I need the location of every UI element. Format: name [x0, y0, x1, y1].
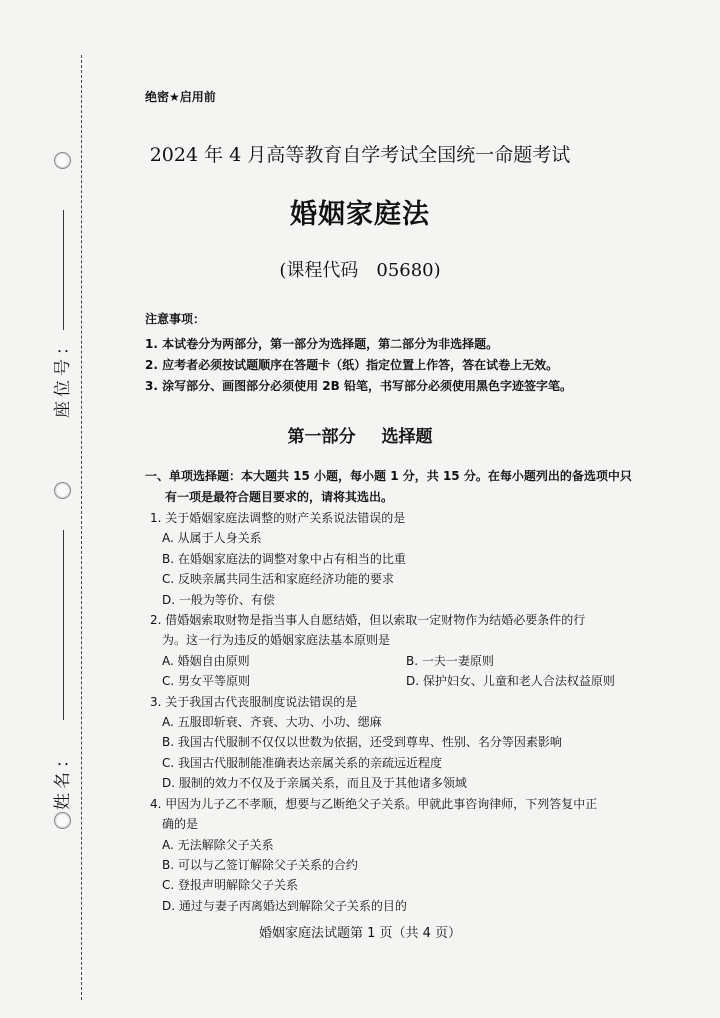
question-stem-continued: 为。这一行为违反的婚姻家庭法基本原则是 [162, 633, 391, 648]
question-stem: 4. 甲因为儿子乙不孝顺，想要与乙断绝父子关系。甲就此事咨询律师，下列答复中正 [150, 796, 598, 811]
option-a: A. 无法解除父子关系 [162, 837, 274, 852]
subject-title: 婚姻家庭法 [290, 199, 430, 230]
punch-hole-icon [54, 482, 71, 499]
punch-hole-icon [54, 812, 71, 829]
notice-item: 3. 涂写部分、画图部分必须使用 2B 铅笔，书写部分必须使用黑色字迹签字笔。 [145, 379, 572, 393]
notice-item: 1. 本试卷分为两部分，第一部分为选择题，第二部分为非选择题。 [145, 337, 499, 351]
option-c: C. 登报声明解除父子关系 [162, 878, 299, 893]
option-c: C. 反映亲属共同生活和家庭经济功能的要求 [162, 572, 395, 587]
option-a: A. 五服即斩衰、齐衰、大功、小功、缌麻 [162, 715, 382, 730]
question-2 [150, 610, 690, 692]
name-field[interactable] [63, 530, 64, 720]
option-d: D. 通过与妻子丙离婚达到解除父子关系的目的 [162, 898, 407, 913]
option-b: B. 在婚姻家庭法的调整对象中占有相当的比重 [162, 551, 406, 566]
question-stem: 1. 关于婚姻家庭法调整的财产关系说法错误的是 [150, 511, 406, 525]
option-b: B. 可以与乙签订解除父子关系的合约 [162, 857, 358, 872]
question-stem: 2. 借婚姻索取财物是指当事人自愿结婚，但以索取一定财物作为结婚必要条件的行 [150, 613, 586, 628]
option-d: D. 保护妇女、儿童和老人合法权益原则 [406, 674, 615, 689]
option-a: A. 从属于人身关系 [162, 531, 262, 546]
confidential-mark: 绝密★启用前 [145, 90, 216, 104]
part-name: 选择题 [381, 427, 433, 447]
question-3 [150, 692, 690, 794]
option-c: C. 我国古代服制能准确表达亲属关系的亲疏远近程度 [162, 755, 443, 770]
exam-title: 2024 年 4 月高等教育自学考试全国统一命题考试 [149, 144, 571, 166]
option-d: D. 一般为等价、有偿 [162, 592, 275, 607]
option-b: B. 一夫一妻原则 [406, 653, 494, 668]
notice-block [145, 310, 685, 397]
option-d: D. 服制的效力不仅及于亲属关系，而且及于其他诸多领域 [162, 776, 467, 791]
question-list [150, 508, 690, 916]
question-stem-continued: 确的是 [162, 817, 199, 832]
seat-number-label: 座位号： [53, 334, 73, 418]
option-a: A. 婚姻自由原则 [162, 653, 250, 668]
part-number: 第一部分 [287, 427, 356, 447]
part-title [0, 422, 720, 447]
section-line: 一、单项选择题：本大题共 15 小题，每小题 1 分，共 15 分。在每小题列出的备选项中只 [145, 469, 632, 483]
section-instructions [145, 466, 685, 508]
question-1 [150, 508, 690, 610]
page-footer: 婚姻家庭法试题第 1 页（共 4 页） [258, 926, 462, 941]
course-code: (课程代码 05680) [279, 260, 441, 281]
option-b: B. 我国古代服制不仅仅以世数为依据，还受到尊卑、性别、名分等因素影响 [162, 735, 562, 750]
notice-item: 2. 应考者必须按试题顺序在答题卡（纸）指定位置上作答，答在试卷上无效。 [145, 358, 559, 372]
section-line: 有一项是最符合题目要求的，请将其选出。 [165, 490, 394, 504]
option-row [150, 671, 690, 691]
option-c: C. 男女平等原则 [162, 674, 251, 689]
question-stem: 3. 关于我国古代丧服制度说法错误的是 [150, 694, 358, 709]
notice-title: 注意事项： [145, 312, 206, 326]
name-label: 姓名： [53, 747, 73, 810]
question-4 [150, 794, 690, 916]
option-row [150, 651, 690, 671]
